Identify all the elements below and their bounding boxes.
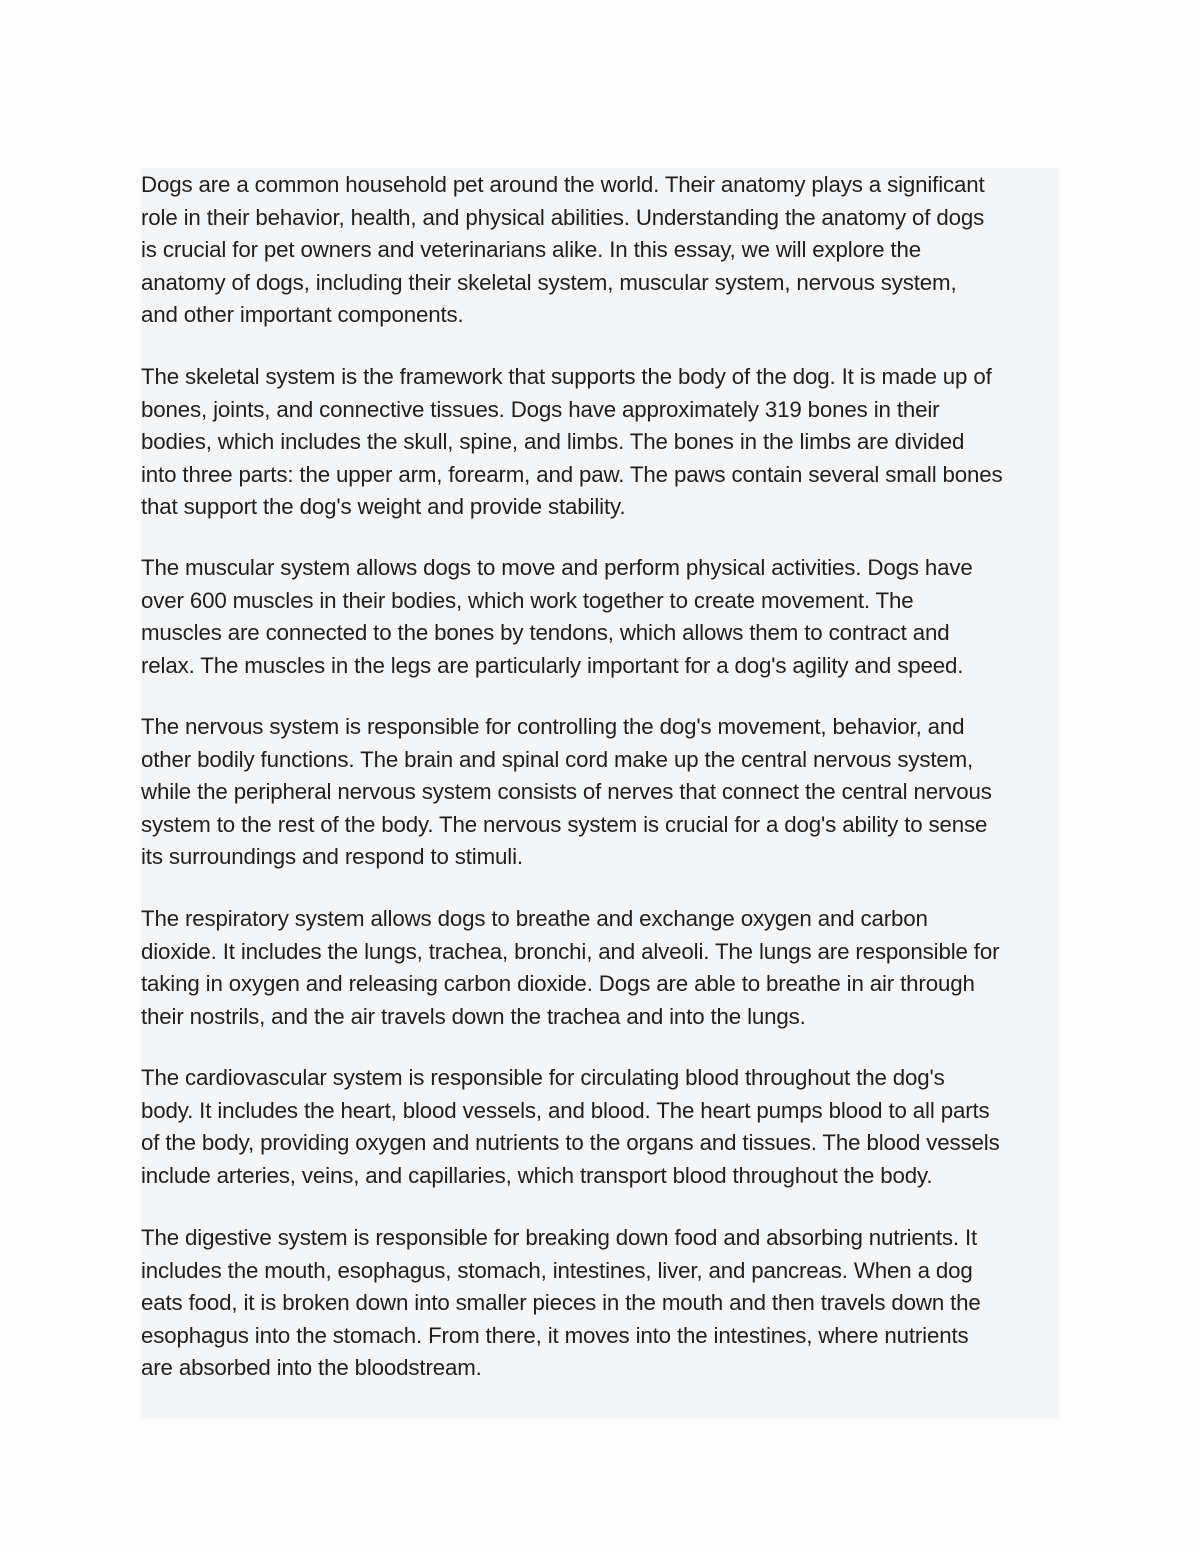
text-line: role in their behavior, health, and physical abilities. Understanding the anatomy of dogs — [141, 204, 985, 230]
text-line: over 600 muscles in their bodies, which work together to create movement. The — [141, 587, 914, 613]
text-line: The digestive system is responsible for breaking down food and absorbing nutrients. It — [141, 1225, 978, 1250]
text-line: includes the mouth, esophagus, stomach, intestines, liver, and pancreas. When a dog — [141, 1257, 973, 1283]
text-line: bodies, which includes the skull, spine, and limbs. The bones in the limbs are divided — [141, 429, 965, 455]
text-line: dioxide. It includes the lungs, trachea, bronchi, and alveoli. The lungs are responsible for — [141, 938, 1000, 964]
text-line: The nervous system is responsible for controlling the dog's movement, behavior, and — [141, 714, 965, 739]
text-line: anatomy of dogs, including their skeletal system, muscular system, nervous system, — [141, 269, 957, 295]
text-line: its surroundings and respond to stimuli. — [141, 844, 523, 870]
text-line: is crucial for pet owners and veterinarians alike. In this essay, we will explore the — [141, 237, 921, 263]
text-line: The skeletal system is the framework that supports the body of the dog. It is made up of — [141, 364, 992, 389]
text-line: into three parts: the upper arm, forearm, and paw. The paws contain several small bones — [141, 461, 1003, 487]
text-line: their nostrils, and the air travels down the trachea and into the lungs. — [141, 1003, 806, 1029]
text-line: relax. The muscles in the legs are particularly important for a dog's agility and speed. — [141, 652, 964, 678]
text-line: The respiratory system allows dogs to breathe and exchange oxygen and carbon — [141, 906, 928, 931]
text-line: The muscular system allows dogs to move and perform physical activities. Dogs have — [141, 555, 973, 580]
paragraph-nervous-system — [141, 711, 1071, 874]
text-line: that support the dog's weight and provide stability. — [141, 494, 626, 520]
text-line: The cardiovascular system is responsible for circulating blood throughout the dog's — [141, 1065, 945, 1090]
text-line: muscles are connected to the bones by tendons, which allows them to contract and — [141, 620, 950, 646]
text-line: system to the rest of the body. The nervous system is crucial for a dog's ability to sense — [141, 811, 988, 837]
text-line: include arteries, veins, and capillaries, which transport blood throughout the body. — [141, 1162, 933, 1188]
paragraph-introduction — [141, 169, 1071, 332]
text-line: are absorbed into the bloodstream. — [141, 1355, 482, 1381]
paragraph-skeletal-system — [141, 361, 1071, 524]
text-line: Dogs are a common household pet around the world. Their anatomy plays a significant — [141, 172, 985, 197]
text-line: taking in oxygen and releasing carbon dioxide. Dogs are able to breathe in air through — [141, 971, 975, 997]
text-line: other bodily functions. The brain and spinal cord make up the central nervous system, — [141, 746, 974, 772]
text-line: while the peripheral nervous system consists of nerves that connect the central nervous — [141, 779, 992, 805]
text-line: of the body, providing oxygen and nutrients to the organs and tissues. The blood vessels — [141, 1130, 1000, 1156]
text-line: eats food, it is broken down into smaller pieces in the mouth and then travels down the — [141, 1290, 981, 1316]
text-line: bones, joints, and connective tissues. Dogs have approximately 319 bones in their — [141, 396, 940, 422]
text-line: body. It includes the heart, blood vessels, and blood. The heart pumps blood to all parts — [141, 1097, 990, 1123]
text-line: esophagus into the stomach. From there, it moves into the intestines, where nutrients — [141, 1322, 969, 1348]
paragraph-respiratory-system — [141, 903, 1071, 1033]
text-line: and other important components. — [141, 302, 464, 328]
paragraph-muscular-system — [141, 552, 1071, 682]
paragraph-cardiovascular-system — [141, 1062, 1071, 1192]
paragraph-digestive-system — [141, 1222, 1071, 1385]
